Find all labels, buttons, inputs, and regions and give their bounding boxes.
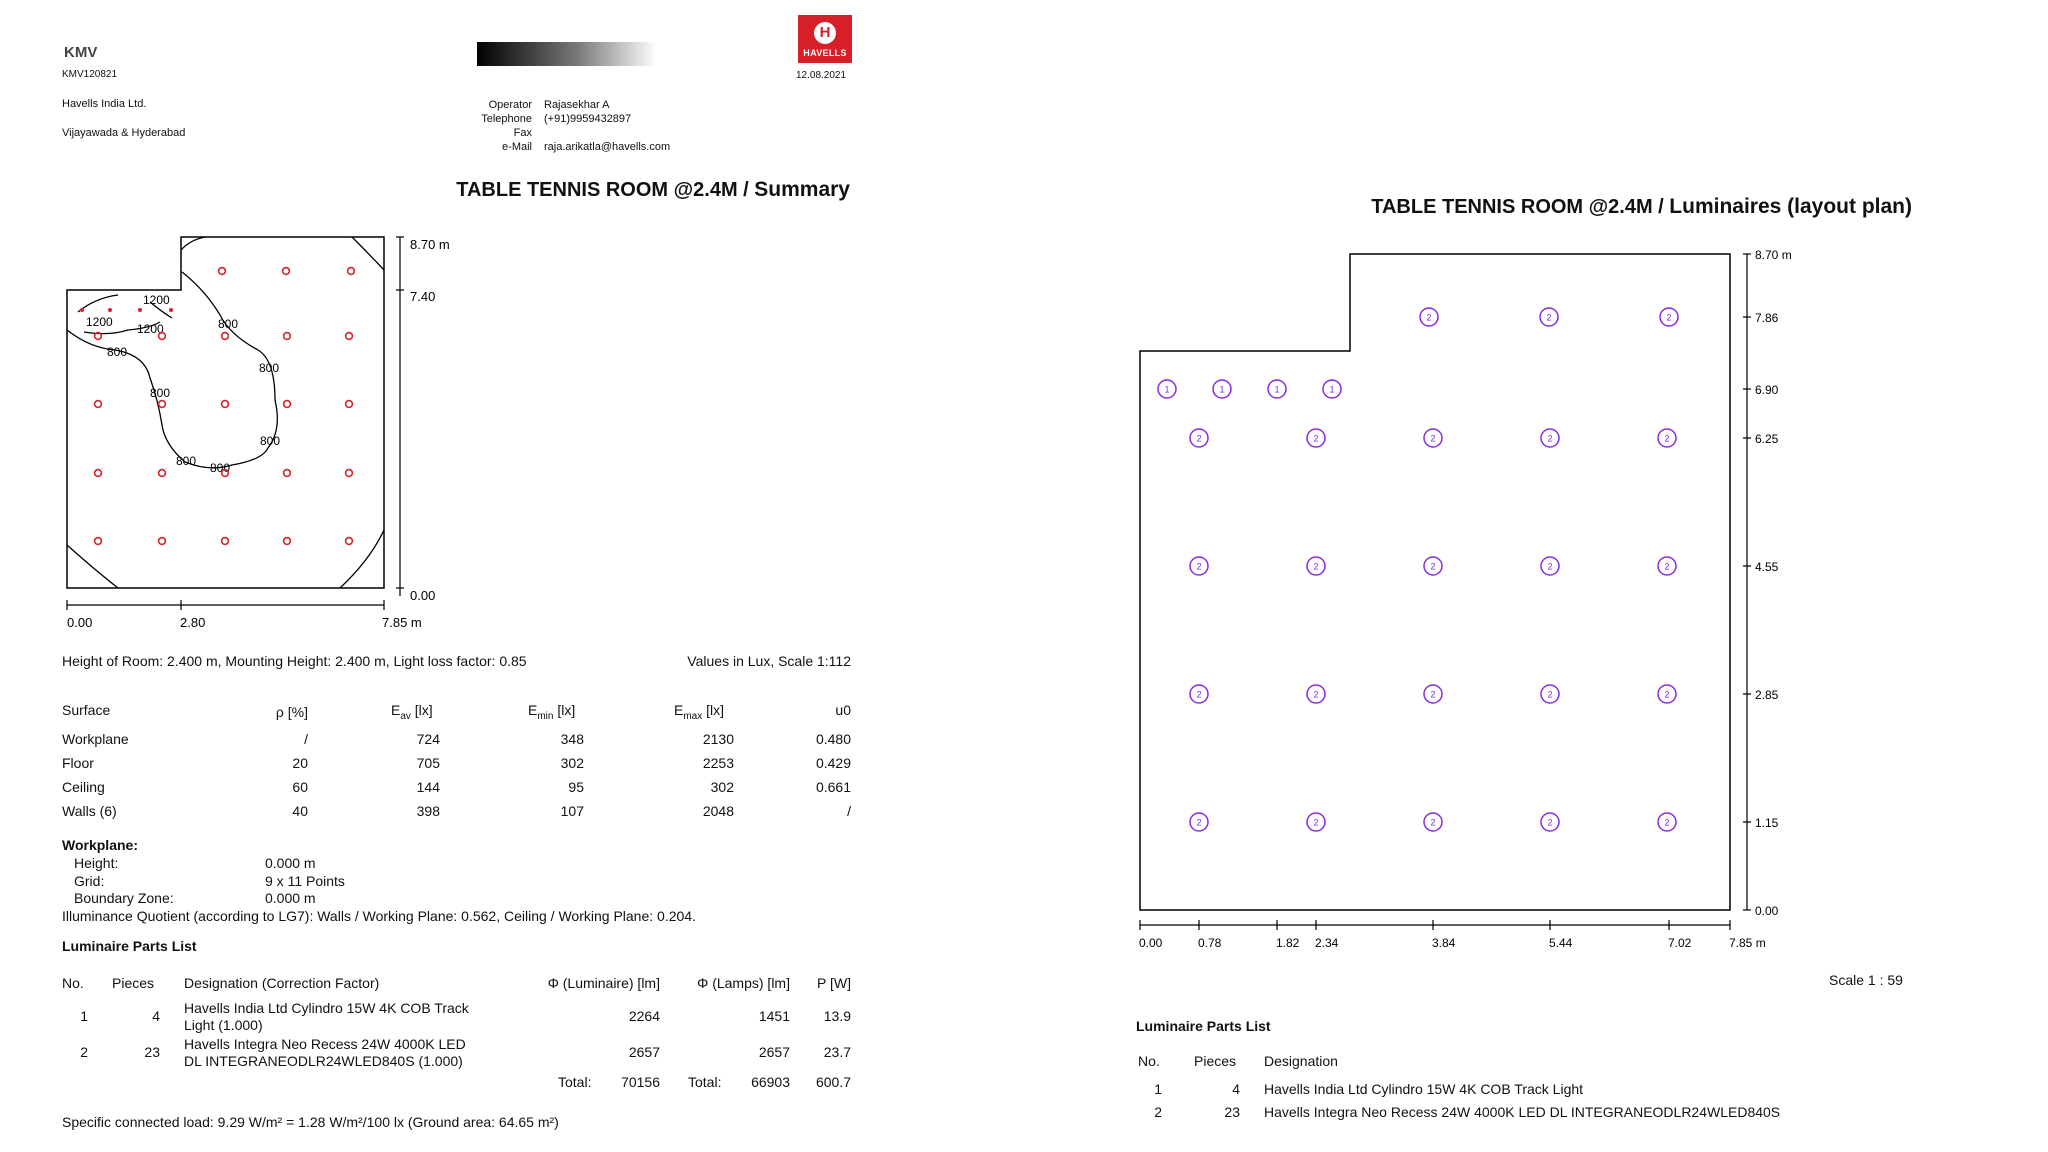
layout-x-label: 7.02: [1668, 936, 1692, 950]
report-date: 12.08.2021: [796, 70, 847, 81]
layout-y-label: 8.70 m: [1755, 248, 1792, 262]
summary-cell-surface: Walls (6): [62, 803, 117, 819]
summary-cell-eav: 705: [416, 755, 440, 771]
parts-power-header: P [W]: [817, 975, 851, 991]
summary-title-prefix: TABLE TENNIS ROOM @2.4M /: [456, 179, 755, 201]
workplane-grid-value: 9 x 11 Points: [265, 872, 345, 889]
parts-row-2-designation-line-2: DL INTEGRANEODLR24WLED840S (1.000): [184, 1053, 463, 1069]
summary-cell-emax: 2253: [702, 755, 734, 771]
parts-row-1-no: 1: [80, 1008, 88, 1024]
workplane-height-value: 0.000 m: [265, 855, 316, 871]
luminaire-marker: [222, 333, 229, 340]
layout-y-label: 7.86: [1755, 311, 1779, 325]
parts-row-1-designation: [184, 1000, 469, 1034]
layout-x-label: 5.44: [1549, 936, 1573, 950]
summary-cell-rho: 60: [292, 779, 308, 795]
rho-header: ρ [%]: [275, 704, 308, 720]
eav-header-sub: av: [400, 710, 411, 722]
telephone-value: (+91)9959432897: [544, 113, 632, 125]
summary-cell-u0: 0.661: [815, 779, 851, 795]
u0-header: u0: [835, 702, 851, 718]
isoline: [182, 272, 280, 448]
summary-cell-rho: 20: [292, 755, 308, 771]
track-light-marker: [138, 308, 142, 312]
summary-cell-rho: 40: [292, 803, 308, 819]
luminaire-type-label: 2: [1313, 817, 1319, 828]
email-value: raja.arikatla@havells.com: [544, 141, 671, 153]
layout-title-suffix: Luminaires (layout plan): [1669, 195, 1912, 218]
eav-header-e: E: [391, 702, 401, 718]
luminaire-marker: [222, 538, 229, 545]
emax-header: [674, 702, 724, 722]
luminaire-marker: [346, 470, 353, 477]
summary-cell-emin: 302: [560, 755, 584, 771]
parts-lamps-header: Φ (Lamps) [lm]: [697, 975, 790, 991]
layout-x-label: 7.85 m: [1729, 936, 1766, 950]
layout-x-label: 2.34: [1315, 936, 1339, 950]
parts-list-title: Luminaire Parts List: [62, 938, 197, 954]
iso-label: 800: [150, 386, 171, 400]
red-markers: [80, 268, 354, 545]
workplane-boundary-value: 0.000 m: [265, 890, 316, 906]
parts-designation-header: Designation (Correction Factor): [184, 975, 380, 991]
summary-cell-emax: 2048: [702, 803, 734, 819]
workplane-values: [265, 855, 345, 908]
summary-cell-eav: 724: [416, 731, 440, 747]
operator-label: Operator: [488, 99, 532, 111]
iso-label: 800: [107, 345, 128, 359]
parts-row-2-no: 2: [80, 1044, 88, 1060]
iso-label: 1200: [137, 322, 164, 336]
x-axis-label: 0.00: [67, 615, 93, 630]
iso-label: 800: [259, 361, 280, 375]
luminaire-marker: [346, 538, 353, 545]
havells-logo-icon: H: [814, 22, 836, 44]
layout-x-label: 0.78: [1198, 936, 1222, 950]
total-label-lum: Total:: [558, 1074, 592, 1090]
workplane-grid-label: Grid:: [74, 872, 105, 889]
luminaire-marker: [159, 470, 166, 477]
isoline-plan: [0, 0, 900, 640]
x-axis-label: 7.85 m: [382, 615, 422, 630]
luminaire-type-label: 1: [1164, 384, 1170, 395]
layout-parts-row-1-no: 1: [1154, 1081, 1162, 1097]
iso-label: 800: [210, 461, 231, 475]
layout-y-label: 1.15: [1755, 816, 1779, 830]
layout-parts-pieces-header: Pieces: [1194, 1053, 1237, 1069]
luminaire-marker: [159, 401, 166, 408]
workplane-title: Workplane:: [62, 837, 138, 853]
layout-y-label: 6.90: [1755, 383, 1779, 397]
operator-value: Rajasekhar A: [544, 99, 610, 111]
summary-cell-surface: Workplane: [62, 731, 129, 747]
parts-row-2-pieces: 23: [144, 1044, 160, 1060]
y-axis-label: 0.00: [410, 588, 436, 603]
summary-cell-u0: 0.480: [815, 731, 851, 747]
summary-cell-rho: /: [304, 731, 308, 747]
iso-label: 1200: [86, 315, 113, 329]
summary-cell-emax: 2130: [702, 731, 734, 747]
workplane-boundary-label: Boundary Zone:: [74, 890, 174, 906]
luminaire-type-label: 2: [1196, 433, 1202, 444]
parts-row-1-pieces: 4: [152, 1008, 160, 1024]
isoline: [181, 237, 205, 250]
parts-row-1-lamps: 1451: [758, 1008, 790, 1024]
layout-y-label: 0.00: [1755, 904, 1779, 918]
total-power: 600.7: [815, 1074, 851, 1090]
luminaire-type-label: 2: [1196, 561, 1202, 572]
luminaire-marker: [95, 470, 102, 477]
parts-row-2-lamps: 2657: [758, 1044, 790, 1060]
y-axis-label: 8.70 m: [410, 237, 450, 252]
purple-markers: [1158, 308, 1678, 831]
luminaire-marker: [348, 268, 355, 275]
luminaire-type-label: 2: [1426, 312, 1432, 323]
layout-parts-designation-header: Designation: [1264, 1053, 1338, 1069]
parts-row-2-power: 23.7: [823, 1044, 851, 1060]
luminaire-type-label: 2: [1430, 561, 1436, 572]
luminaire-marker: [219, 268, 226, 275]
layout-parts-no-header: No.: [1138, 1053, 1160, 1069]
summary-cell-eav: 144: [416, 779, 440, 795]
layout-y-ticks: [1743, 248, 1792, 918]
company-name: Havells India Ltd.: [62, 98, 147, 110]
parts-row-1-power: 13.9: [823, 1008, 851, 1024]
summary-cell-u0: /: [847, 803, 851, 819]
summary-cell-emin: 95: [568, 779, 584, 795]
luminaire-type-label: 2: [1313, 433, 1319, 444]
summary-cell-surface: Ceiling: [62, 779, 105, 795]
layout-title-prefix: TABLE TENNIS ROOM @2.4M /: [1371, 196, 1670, 218]
layout-parts-title: Luminaire Parts List: [1136, 1018, 1271, 1034]
room-outline: [67, 237, 384, 588]
emin-header-e: E: [528, 702, 538, 718]
track-light-marker: [169, 308, 173, 312]
layout-parts-row-2-designation: Havells Integra Neo Recess 24W 4000K LED DL INTEGRANEODLR24WLED840S: [1264, 1104, 1781, 1120]
y-axis-label: 7.40: [410, 289, 436, 304]
iso-label: 800: [176, 454, 197, 468]
luminaire-type-label: 2: [1196, 689, 1202, 700]
luminaire-type-label: 2: [1664, 561, 1670, 572]
luminaire-marker: [159, 538, 166, 545]
layout-y-label: 2.85: [1755, 688, 1779, 702]
emax-header-e: E: [674, 702, 684, 718]
luminaire-type-label: 2: [1546, 312, 1552, 323]
total-lamps: 66903: [751, 1074, 790, 1090]
luminaire-type-label: 2: [1430, 433, 1436, 444]
document-id: KMV120821: [62, 69, 118, 80]
layout-title: [1300, 195, 1912, 219]
iso-label: 1200: [143, 293, 170, 307]
parts-no-header: No.: [62, 975, 84, 991]
layout-parts-row-2-pieces: 23: [1224, 1104, 1240, 1120]
isoline: [67, 545, 118, 588]
luminaire-marker: [95, 401, 102, 408]
luminaire-type-label: 2: [1547, 433, 1553, 444]
parts-lum-header: Φ (Luminaire) [lm]: [547, 975, 660, 991]
values-info: Values in Lux, Scale 1:112: [687, 653, 851, 669]
isoline: [352, 237, 384, 270]
layout-y-label: 4.55: [1755, 560, 1779, 574]
total-lum: 70156: [621, 1074, 660, 1090]
summary-cell-u0: 0.429: [815, 755, 851, 771]
luminaire-marker: [222, 401, 229, 408]
iso-label: 800: [260, 434, 281, 448]
summary-cell-surface: Floor: [62, 755, 94, 771]
parts-row-1-designation-line-1: Havells India Ltd Cylindro 15W 4K COB Track: [184, 1000, 469, 1016]
luminaire-type-label: 2: [1313, 561, 1319, 572]
layout-parts-row-1-designation: Havells India Ltd Cylindro 15W 4K COB Track Light: [1264, 1081, 1584, 1097]
summary-cell-emin: 107: [560, 803, 584, 819]
luminaire-type-label: 1: [1329, 384, 1335, 395]
summary-cell-emin: 348: [560, 731, 584, 747]
parts-row-2-designation: [184, 1036, 466, 1070]
emin-header-sub: min: [537, 710, 554, 722]
room-info: Height of Room: 2.400 m, Mounting Height: 2.400 m, Light loss factor: 0.85: [62, 653, 527, 669]
emin-header: [528, 702, 575, 722]
summary-cell-eav: 398: [416, 803, 440, 819]
luminaire-type-label: 2: [1196, 817, 1202, 828]
layout-room-outline: [1140, 254, 1730, 910]
parts-row-1-designation-line-2: Light (1.000): [184, 1017, 263, 1033]
email-label: e-Mail: [502, 141, 532, 153]
luminaire-type-label: 2: [1547, 817, 1553, 828]
luminaire-type-label: 2: [1547, 689, 1553, 700]
summary-title-suffix: Summary: [754, 178, 850, 201]
luminaire-marker: [346, 333, 353, 340]
fax-label: Fax: [513, 127, 532, 139]
luminaire-marker: [283, 268, 290, 275]
luminaire-marker: [284, 401, 291, 408]
luminaire-type-label: 2: [1664, 689, 1670, 700]
luminaire-marker: [284, 470, 291, 477]
telephone-label: Telephone: [481, 113, 532, 125]
iso-label: 800: [218, 317, 239, 331]
layout-x-label: 1.82: [1276, 936, 1300, 950]
workplane-labels: [74, 855, 174, 908]
workplane-height-label: Height:: [74, 855, 119, 871]
luminaire-type-label: 2: [1664, 817, 1670, 828]
parts-row-2-lum: 2657: [628, 1044, 660, 1060]
luminaire-type-label: 2: [1547, 561, 1553, 572]
parts-row-1-lum: 2264: [628, 1008, 660, 1024]
layout-parts-row-1-pieces: 4: [1232, 1081, 1240, 1097]
luminaire-type-label: 2: [1666, 312, 1672, 323]
emax-header-unit: [lx]: [702, 702, 725, 718]
parts-pieces-header: Pieces: [112, 975, 155, 991]
luminaire-marker: [284, 333, 291, 340]
luminaire-type-label: 2: [1430, 689, 1436, 700]
connected-load: Specific connected load: 9.29 W/m² = 1.28 W/m²/100 lx (Ground area: 64.65 m²): [62, 1114, 559, 1130]
parts-row-2-designation-line-1: Havells Integra Neo Recess 24W 4000K LED: [184, 1036, 466, 1052]
luminaire-marker: [284, 538, 291, 545]
eav-header: [391, 702, 433, 722]
layout-x-label: 0.00: [1139, 936, 1163, 950]
track-light-marker: [108, 308, 112, 312]
layout-y-label: 6.25: [1755, 432, 1779, 446]
luminaire-type-label: 1: [1219, 384, 1225, 395]
luminaire-type-label: 2: [1313, 689, 1319, 700]
luminaire-marker: [346, 401, 353, 408]
x-axis-label: 2.80: [180, 615, 206, 630]
logo-text: HAVELLS: [803, 48, 847, 58]
layout-scale: Scale 1 : 59: [1829, 972, 1903, 988]
luminaire-marker: [95, 538, 102, 545]
layout-x-label: 3.84: [1432, 936, 1456, 950]
company-location: Vijayawada & Hyderabad: [62, 127, 186, 139]
company-code: KMV: [64, 44, 98, 61]
surface-header: Surface: [62, 702, 111, 718]
illuminance-quotient: Illuminance Quotient (according to LG7): Walls / Working Plane: 0.562, Ceiling / Working Plane: 0.204.: [62, 908, 696, 924]
luminaire-type-label: 2: [1664, 433, 1670, 444]
layout-parts-row-2-no: 2: [1154, 1104, 1162, 1120]
luminaire-type-label: 2: [1430, 817, 1436, 828]
summary-cell-emax: 302: [710, 779, 734, 795]
eav-header-unit: [lx]: [410, 702, 433, 718]
total-label-lamps: Total:: [688, 1074, 722, 1090]
emax-header-sub: max: [683, 710, 703, 722]
luminaire-type-label: 1: [1274, 384, 1280, 395]
luminaire-layout-plan: [1100, 220, 1800, 970]
emin-header-unit: [lx]: [553, 702, 576, 718]
track-light-marker: [80, 308, 84, 312]
